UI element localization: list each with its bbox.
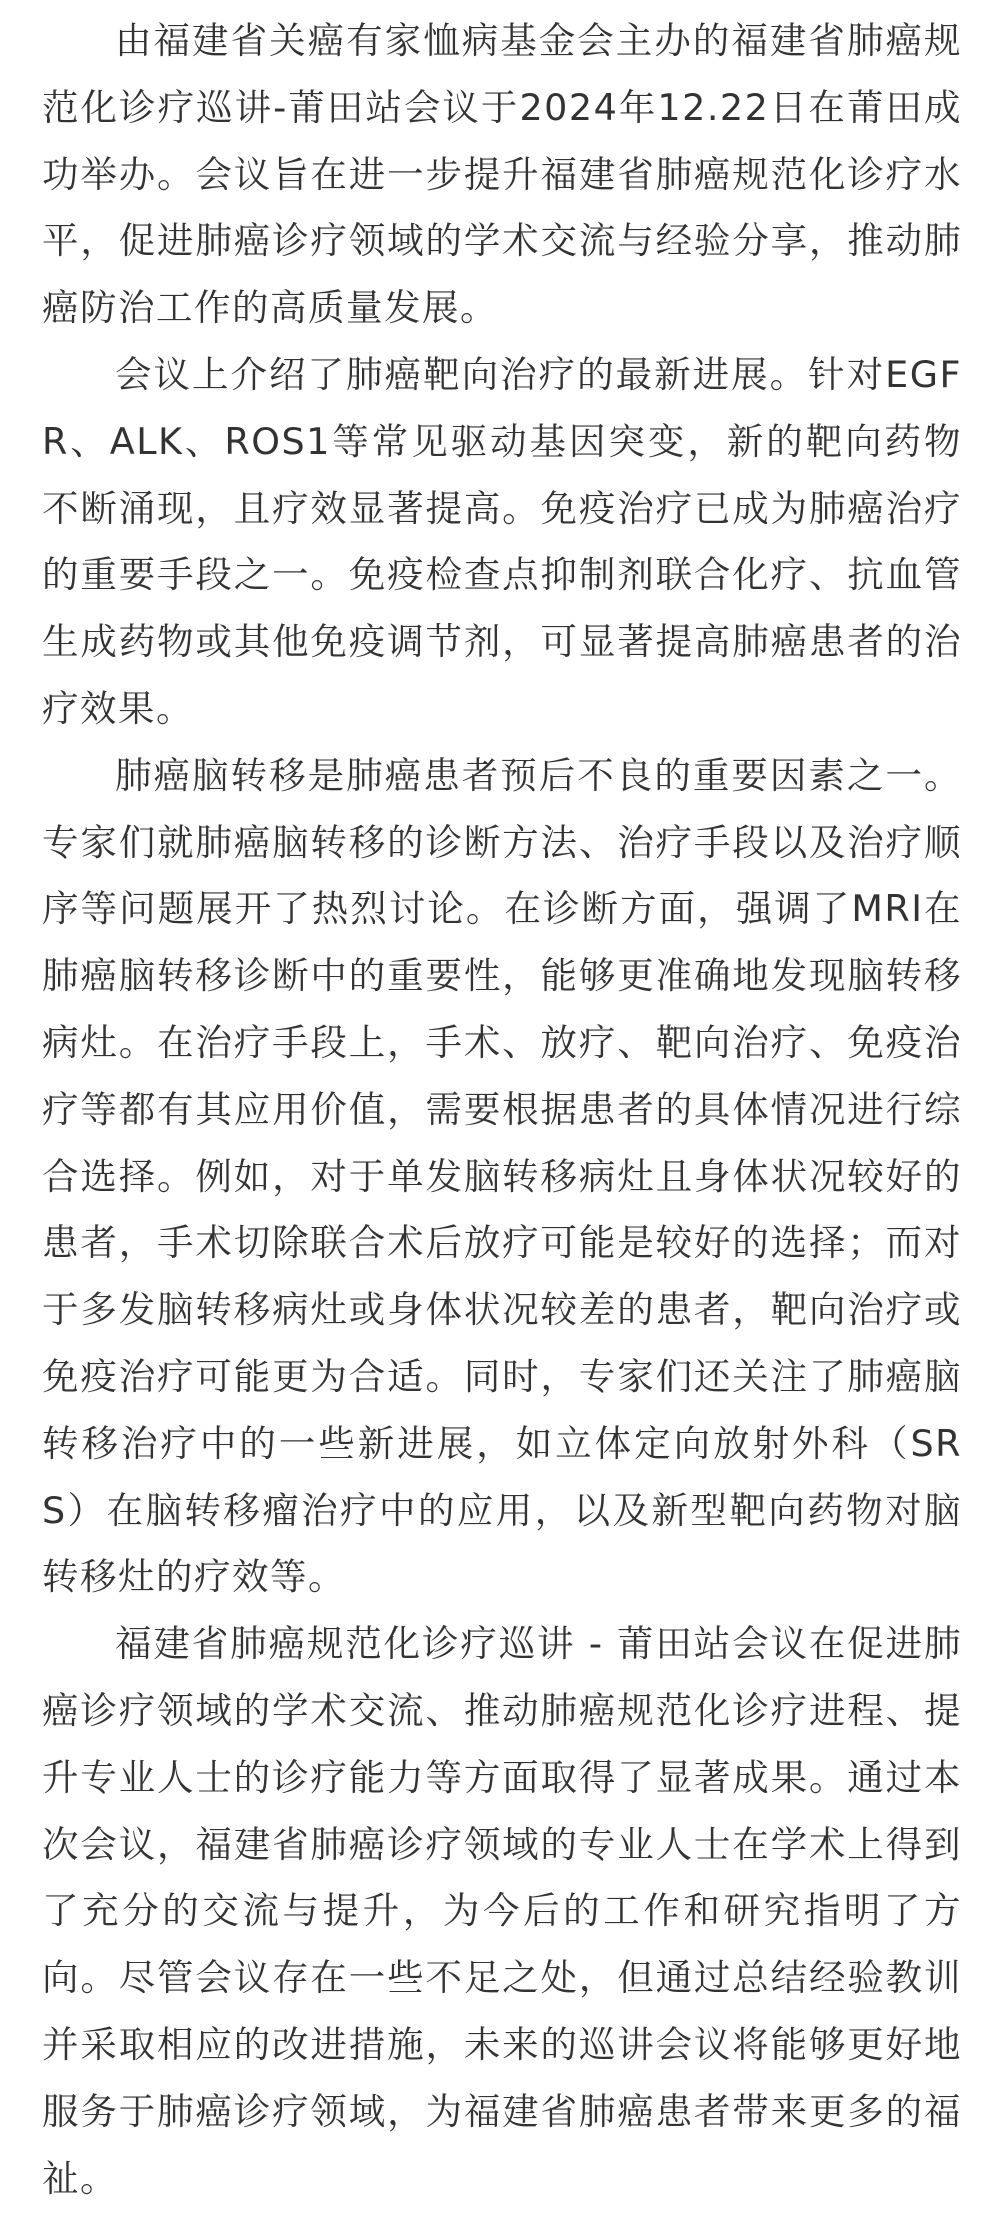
paragraph-meeting-intro: 由福建省关癌有家恤病基金会主办的福建省肺癌规范化诊疗巡讲-莆田站会议于2024年12.22日在莆田成功举办。会议旨在进一步提升福建省肺癌规范化诊疗水平，促进肺癌诊疗领域的学术交流与经验分享，推动肺癌防治工作的高质量发展。 bbox=[42, 19, 962, 330]
paragraph-conclusion: 福建省肺癌规范化诊疗巡讲 - 莆田站会议在促进肺癌诊疗领域的学术交流、推动肺癌规范化诊疗进程、提升专业人士的诊疗能力等方面取得了显著成果。通过本次会议，福建省肺癌诊疗领域的专业人士在学术上得到了充分的交流与提升，为今后的工作和研究指明了方向。尽管会议存在一些不足之处，但通过总结经验教训并采取相应的改进措施，未来的巡讲会议将能够更好地服务于肺癌诊疗领域，为福建省肺癌患者带来更多的福祉。 bbox=[42, 1622, 962, 2200]
paragraph-brain-metastasis: 肺癌脑转移是肺癌患者预后不良的重要因素之一。专家们就肺癌脑转移的诊断方法、治疗手段以及治疗顺序等问题展开了热烈讨论。在诊断方面，强调了MRI在肺癌脑转移诊断中的重要性，能够更准确地发现脑转移病灶。在治疗手段上，手术、放疗、靶向治疗、免疫治疗等都有其应用价值，需要根据患者的具体情况进行综合选择。例如，对于单发脑转移病灶且身体状况较好的患者，手术切除联合术后放疗可能是较好的选择；而对于多发脑转移病灶或身体状况较差的患者，靶向治疗或免疫治疗可能更为合适。同时，专家们还关注了肺癌脑转移治疗中的一些新进展，如立体定向放射外科（SRS）在脑转移瘤治疗中的应用，以及新型靶向药物对脑转移灶的疗效等。 bbox=[42, 753, 962, 1599]
paragraph-targeted-therapy: 会议上介绍了肺癌靶向治疗的最新进展。针对EGFR、ALK、ROS1等常见驱动基因突变，新的靶向药物不断涌现，且疗效显著提高。免疫治疗已成为肺癌治疗的重要手段之一。免疫检查点抑制剂联合化疗、抗血管生成药物或其他免疫调节剂，可显著提高肺癌患者的治疗效果。 bbox=[42, 352, 962, 730]
